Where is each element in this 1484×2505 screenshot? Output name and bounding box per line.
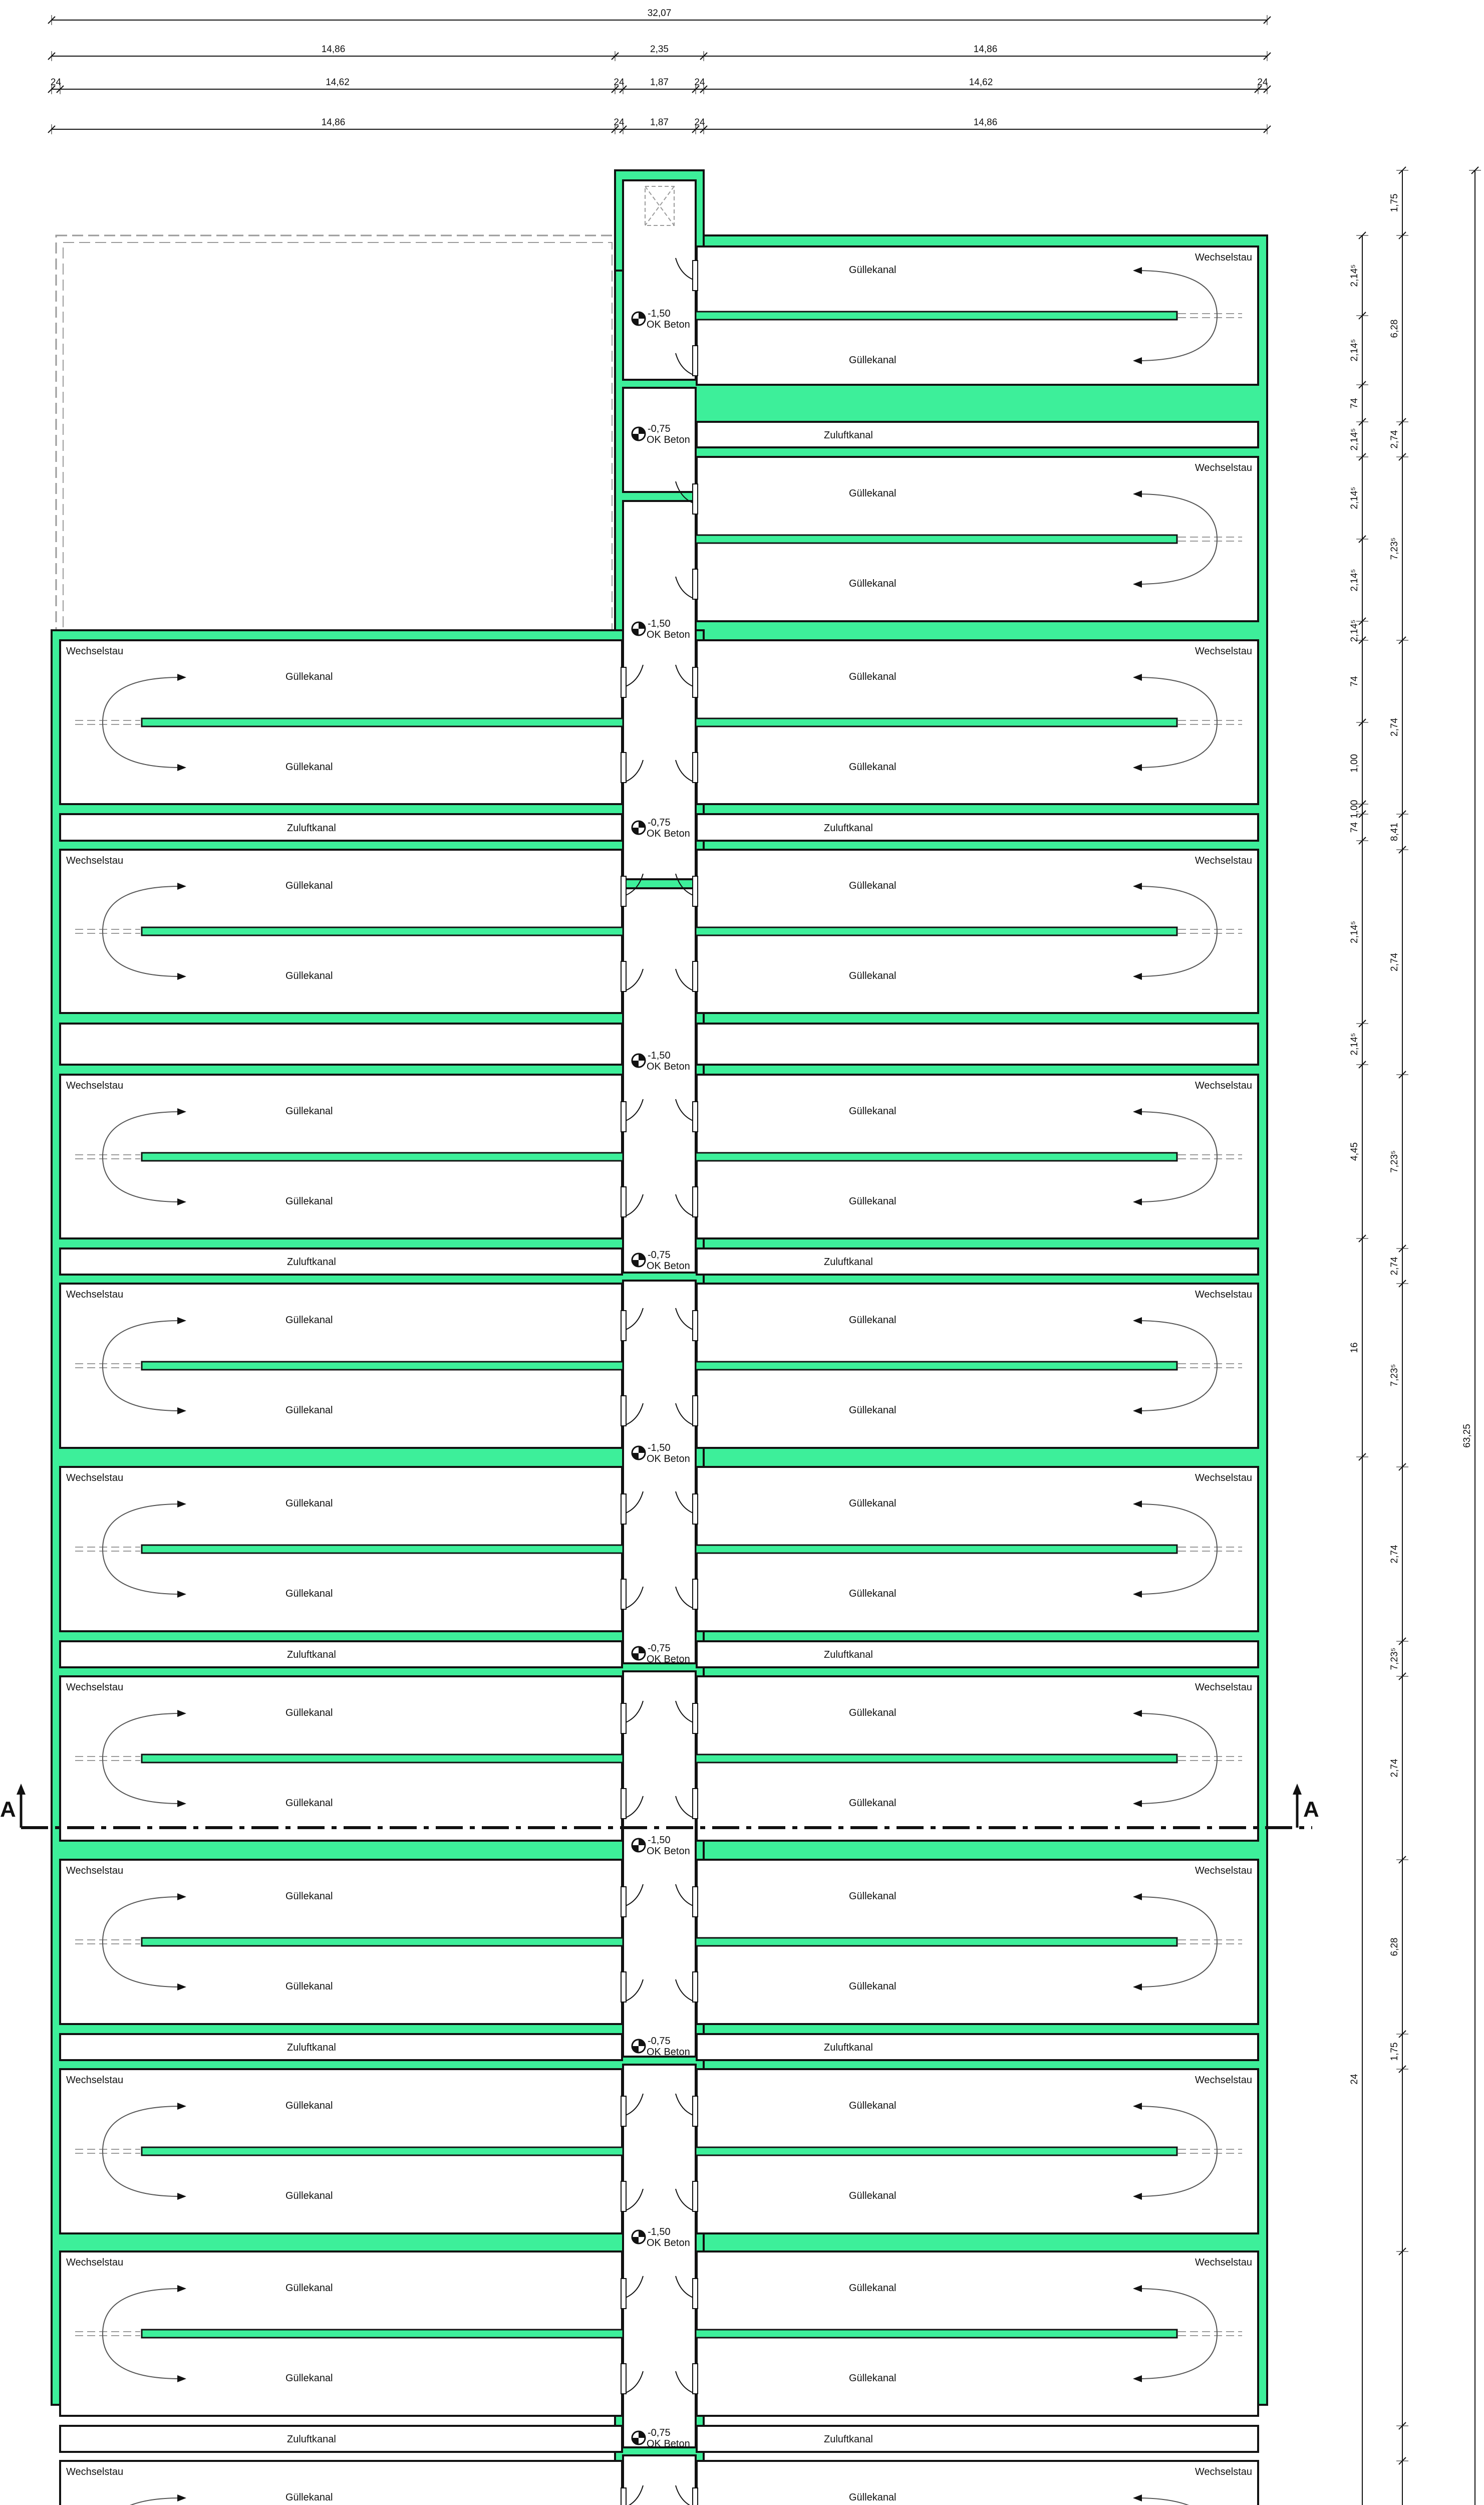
label-guellekanal: Güllekanal [849,355,897,366]
level-marker [632,622,645,635]
slide-gate [693,1311,698,1341]
label-ok-beton: OK Beton [647,2438,690,2449]
label-guellekanal: Güllekanal [849,1588,897,1599]
supply-channel-left [60,2034,622,2060]
label-level: -0,75 [648,423,671,434]
level-marker [632,312,645,325]
slide-gate [693,484,698,514]
supply-channel-left [60,1641,622,1667]
label-ok-beton: OK Beton [647,1261,690,1272]
slide-gate [621,2488,626,2505]
divider-wall-left [142,718,623,726]
divider-wall-right [696,312,1177,320]
corridor-segment [623,2065,696,2447]
dim-label: 7,23⁵ [1389,537,1400,560]
slide-gate [621,1887,626,1917]
dim-label: 14,86 [321,44,346,55]
level-marker [632,2230,645,2243]
channel-details [60,180,1258,2505]
label-guellekanal: Güllekanal [285,1498,333,1509]
slide-gate [621,876,626,906]
label-level: -1,50 [648,618,671,629]
supply-channel-right [697,814,1258,841]
label-guellekanal: Güllekanal [285,1798,333,1809]
section-label-a: A [0,1797,16,1822]
slide-gate [621,1102,626,1132]
label-wechselstau: Wechselstau [66,2257,124,2268]
corridor-segment [623,2455,696,2505]
label-zuluftkanal: Zuluftkanal [287,2042,336,2053]
label-zuluftkanal: Zuluftkanal [824,430,873,441]
slide-gate [621,1579,626,1609]
divider-wall-right [696,2330,1177,2338]
label-level: -0,75 [648,1643,671,1654]
slide-gate [693,2096,698,2126]
dim-label: 2,14⁵ [1349,428,1360,451]
slide-gate [621,667,626,697]
supply-channel-right [697,1641,1258,1667]
section-arrow [17,1784,26,1795]
level-marker [632,1647,645,1660]
label-level: -1,50 [648,308,671,319]
label-wechselstau: Wechselstau [66,2466,124,2477]
level-marker [632,427,645,440]
blank-channel-right [697,1024,1258,1065]
divider-wall-left [142,2147,623,2155]
dim-label: 2,74 [1389,1257,1400,1276]
label-zuluftkanal: Zuluftkanal [287,1257,336,1268]
label-wechselstau: Wechselstau [1195,1289,1252,1300]
dim-label: 2,14⁵ [1349,486,1360,510]
slide-gate [693,1887,698,1917]
dim-label: 2,74 [1389,1759,1400,1778]
divider-wall-right [696,1362,1177,1370]
blank-channel-left [60,1024,622,1065]
slide-gate [693,876,698,906]
dim-label: 2,74 [1389,1545,1400,1564]
dim-label: 74 [1349,398,1360,409]
dim-label: 4,45 [1349,1142,1360,1161]
label-guellekanal: Güllekanal [849,1891,897,1902]
label-guellekanal: Güllekanal [849,265,897,276]
label-guellekanal: Güllekanal [285,1405,333,1416]
dim-label: 2,74 [1389,953,1400,971]
slide-gate [693,2364,698,2394]
supply-channel-right [697,2426,1258,2452]
label-guellekanal: Güllekanal [285,671,333,682]
label-wechselstau: Wechselstau [1195,646,1252,657]
label-ok-beton: OK Beton [647,319,690,330]
label-guellekanal: Güllekanal [285,2283,333,2294]
level-marker [632,1054,645,1067]
label-guellekanal: Güllekanal [285,970,333,981]
label-guellekanal: Güllekanal [849,970,897,981]
divider-wall-right [696,1938,1177,1946]
section-arrow [1293,1784,1302,1795]
dim-label: 14,62 [969,77,993,88]
slide-gate [621,753,626,783]
supply-channel-left [60,814,622,841]
label-level: -1,50 [648,1835,671,1846]
dim-label: 7,23⁵ [1389,1647,1400,1670]
dim-label: 1,00 [1349,800,1360,819]
slide-gate [621,2181,626,2211]
dim-label: 63,25 [1462,1424,1472,1448]
corridor-segment [623,1671,696,2057]
slide-gate [621,2364,626,2394]
label-wechselstau: Wechselstau [1195,1472,1252,1483]
label-level: -1,50 [648,1050,671,1061]
dim-label: 32,07 [647,8,672,19]
pit-room-right [697,2461,1258,2505]
label-guellekanal: Güllekanal [849,1707,897,1718]
dim-label: 6,28 [1389,319,1400,338]
label-wechselstau: Wechselstau [66,855,124,866]
label-wechselstau: Wechselstau [1195,2257,1252,2268]
dim-label: 2,14⁵ [1349,339,1360,362]
label-zuluftkanal: Zuluftkanal [824,1649,873,1660]
label-guellekanal: Güllekanal [285,1106,333,1117]
slide-gate [693,1396,698,1426]
divider-wall-right [696,2147,1177,2155]
label-wechselstau: Wechselstau [66,1080,124,1091]
slide-gate [693,569,698,599]
label-guellekanal: Güllekanal [285,2190,333,2201]
label-ok-beton: OK Beton [647,1846,690,1857]
dim-label: 14,86 [973,117,998,128]
slide-gate [621,2096,626,2126]
dim-label: 1,75 [1389,193,1400,212]
label-zuluftkanal: Zuluftkanal [824,1257,873,1268]
dim-label: 24 [50,77,62,88]
label-guellekanal: Güllekanal [849,1196,897,1207]
divider-wall-right [696,535,1177,543]
divider-wall-right [696,1545,1177,1553]
label-guellekanal: Güllekanal [849,762,897,773]
dim-label: 24 [1257,77,1268,88]
label-guellekanal: Güllekanal [285,1588,333,1599]
label-wechselstau: Wechselstau [1195,2466,1252,2477]
label-wechselstau: Wechselstau [1195,1682,1252,1693]
label-zuluftkanal: Zuluftkanal [287,823,336,834]
label-guellekanal: Güllekanal [849,488,897,499]
slide-gate [621,961,626,991]
dim-label: 24 [614,117,625,128]
dim-label: 1,87 [650,117,669,128]
label-ok-beton: OK Beton [647,434,690,445]
pit-room-left [60,2461,622,2505]
corridor-segment [623,888,696,1273]
slide-gate [693,2279,698,2309]
label-wechselstau: Wechselstau [1195,1865,1252,1876]
label-zuluftkanal: Zuluftkanal [287,2434,336,2445]
divider-wall-right [696,1755,1177,1763]
level-marker [632,1839,645,1852]
slide-gate [693,1187,698,1217]
slide-gate [621,1494,626,1524]
label-level: -0,75 [648,1249,671,1261]
label-guellekanal: Güllekanal [285,1891,333,1902]
dim-label: 2,35 [650,44,669,55]
dim-label: 1,87 [650,77,669,88]
label-ok-beton: OK Beton [647,828,690,839]
label-ok-beton: OK Beton [647,1061,690,1072]
label-guellekanal: Güllekanal [849,1498,897,1509]
slide-gate [693,753,698,783]
label-wechselstau: Wechselstau [66,1289,124,1300]
slide-gate [693,2181,698,2211]
slide-gate [621,1311,626,1341]
adjacent-building-outline [56,235,615,631]
label-guellekanal: Güllekanal [849,2283,897,2294]
corridor-segment [623,1281,696,1663]
label-guellekanal: Güllekanal [285,1707,333,1718]
label-guellekanal: Güllekanal [285,880,333,891]
dim-label: 14,86 [973,44,998,55]
supply-channel-right [697,2034,1258,2060]
slide-gate [693,2488,698,2505]
ghost-outline-inner [63,242,612,631]
label-guellekanal: Güllekanal [849,1798,897,1809]
slide-gate [693,1789,698,1819]
label-ok-beton: OK Beton [647,2047,690,2058]
level-marker [632,2040,645,2053]
level-marker [632,821,645,834]
dim-label: 2,14⁵ [1349,569,1360,592]
slide-gate [693,667,698,697]
dim-label: 2,74 [1389,430,1400,449]
label-zuluftkanal: Zuluftkanal [824,2042,873,2053]
divider-wall-left [142,1755,623,1763]
slide-gate [621,2279,626,2309]
slide-gate [621,1703,626,1733]
divider-wall-right [696,1153,1177,1161]
slide-gate [693,1102,698,1132]
divider-wall-left [142,1362,623,1370]
label-guellekanal: Güllekanal [285,1981,333,1992]
level-marker [632,1254,645,1267]
supply-channel-left [60,1248,622,1275]
label-wechselstau: Wechselstau [66,1865,124,1876]
slide-gate [693,1972,698,2002]
slide-gate [693,961,698,991]
label-level: -0,75 [648,2036,671,2047]
dim-label: 14,86 [321,117,346,128]
divider-wall-left [142,1545,623,1553]
label-guellekanal: Güllekanal [849,880,897,891]
slide-gate [693,1703,698,1733]
label-guellekanal: Güllekanal [285,2373,333,2384]
label-guellekanal: Güllekanal [285,1196,333,1207]
label-guellekanal: Güllekanal [849,671,897,682]
corridor-segment [623,180,696,380]
label-guellekanal: Güllekanal [849,1106,897,1117]
dim-label: 24 [614,77,625,88]
dim-label: 7,23⁵ [1389,1150,1400,1173]
label-wechselstau: Wechselstau [66,2075,124,2086]
label-zuluftkanal: Zuluftkanal [824,2434,873,2445]
label-guellekanal: Güllekanal [285,1315,333,1326]
label-guellekanal: Güllekanal [849,1315,897,1326]
dim-label: 2,14⁵ [1349,1033,1360,1056]
dim-label: 24 [694,77,705,88]
label-wechselstau: Wechselstau [1195,855,1252,866]
ghost-outline [56,235,615,631]
label-zuluftkanal: Zuluftkanal [824,823,873,834]
label-level: -1,50 [648,1442,671,1453]
divider-wall-left [142,1938,623,1946]
label-level: -0,75 [648,817,671,828]
level-marker [632,2431,645,2444]
label-wechselstau: Wechselstau [1195,1080,1252,1091]
label-ok-beton: OK Beton [647,2237,690,2248]
label-guellekanal: Güllekanal [285,762,333,773]
label-level: -0,75 [648,2427,671,2438]
dim-label: 7,23⁵ [1389,1364,1400,1387]
label-ok-beton: OK Beton [647,1654,690,1665]
label-guellekanal: Güllekanal [849,578,897,589]
label-guellekanal: Güllekanal [849,2190,897,2201]
dim-label: 2,74 [1389,718,1400,736]
dim-label: 16 [1349,1342,1360,1353]
label-wechselstau: Wechselstau [66,646,124,657]
dim-label: 24 [694,117,705,128]
slide-gate [621,1396,626,1426]
dim-label: 2,14⁵ [1349,921,1360,943]
slide-gate [693,1494,698,1524]
dim-label: 1,00 [1349,754,1360,773]
label-wechselstau: Wechselstau [1195,2075,1252,2086]
slide-gate [621,1972,626,2002]
dim-label: 1,75 [1389,2042,1400,2061]
label-guellekanal: Güllekanal [849,2373,897,2384]
label-guellekanal: Güllekanal [285,2492,333,2503]
label-zuluftkanal: Zuluftkanal [287,1649,336,1660]
label-wechselstau: Wechselstau [1195,252,1252,263]
label-ok-beton: OK Beton [647,629,690,640]
label-wechselstau: Wechselstau [66,1472,124,1483]
slide-gate [693,1579,698,1609]
label-guellekanal: Güllekanal [849,2100,897,2111]
slide-gate [621,1187,626,1217]
slide-gate [693,261,698,291]
supply-channel-right [697,1248,1258,1275]
label-guellekanal: Güllekanal [849,2492,897,2503]
label-guellekanal: Güllekanal [285,2100,333,2111]
dim-label: 74 [1349,822,1360,833]
label-ok-beton: OK Beton [647,1453,690,1464]
label-wechselstau: Wechselstau [1195,462,1252,473]
divider-wall-right [696,718,1177,726]
divider-wall-left [142,2330,623,2338]
supply-channel-right [697,422,1258,447]
slide-gate [693,346,698,376]
dim-label: 74 [1349,676,1360,687]
label-guellekanal: Güllekanal [849,1981,897,1992]
level-marker [632,1446,645,1459]
section-label-a: A [1303,1797,1319,1822]
label-level: -1,50 [648,2226,671,2237]
divider-wall-left [142,1153,623,1161]
dim-label: 14,62 [326,77,350,88]
supply-channel-left [60,2426,622,2452]
dim-label: 2,14⁵ [1349,264,1360,287]
dim-label: 2,14⁵ [1349,619,1360,642]
dim-label: 8,41 [1389,823,1400,841]
dim-label: 24 [1349,2074,1360,2085]
divider-wall-left [142,927,623,935]
slide-gate [621,1789,626,1819]
divider-wall-right [696,927,1177,935]
dim-label: 6,28 [1389,1937,1400,1956]
label-guellekanal: Güllekanal [849,1405,897,1416]
label-wechselstau: Wechselstau [66,1682,124,1693]
